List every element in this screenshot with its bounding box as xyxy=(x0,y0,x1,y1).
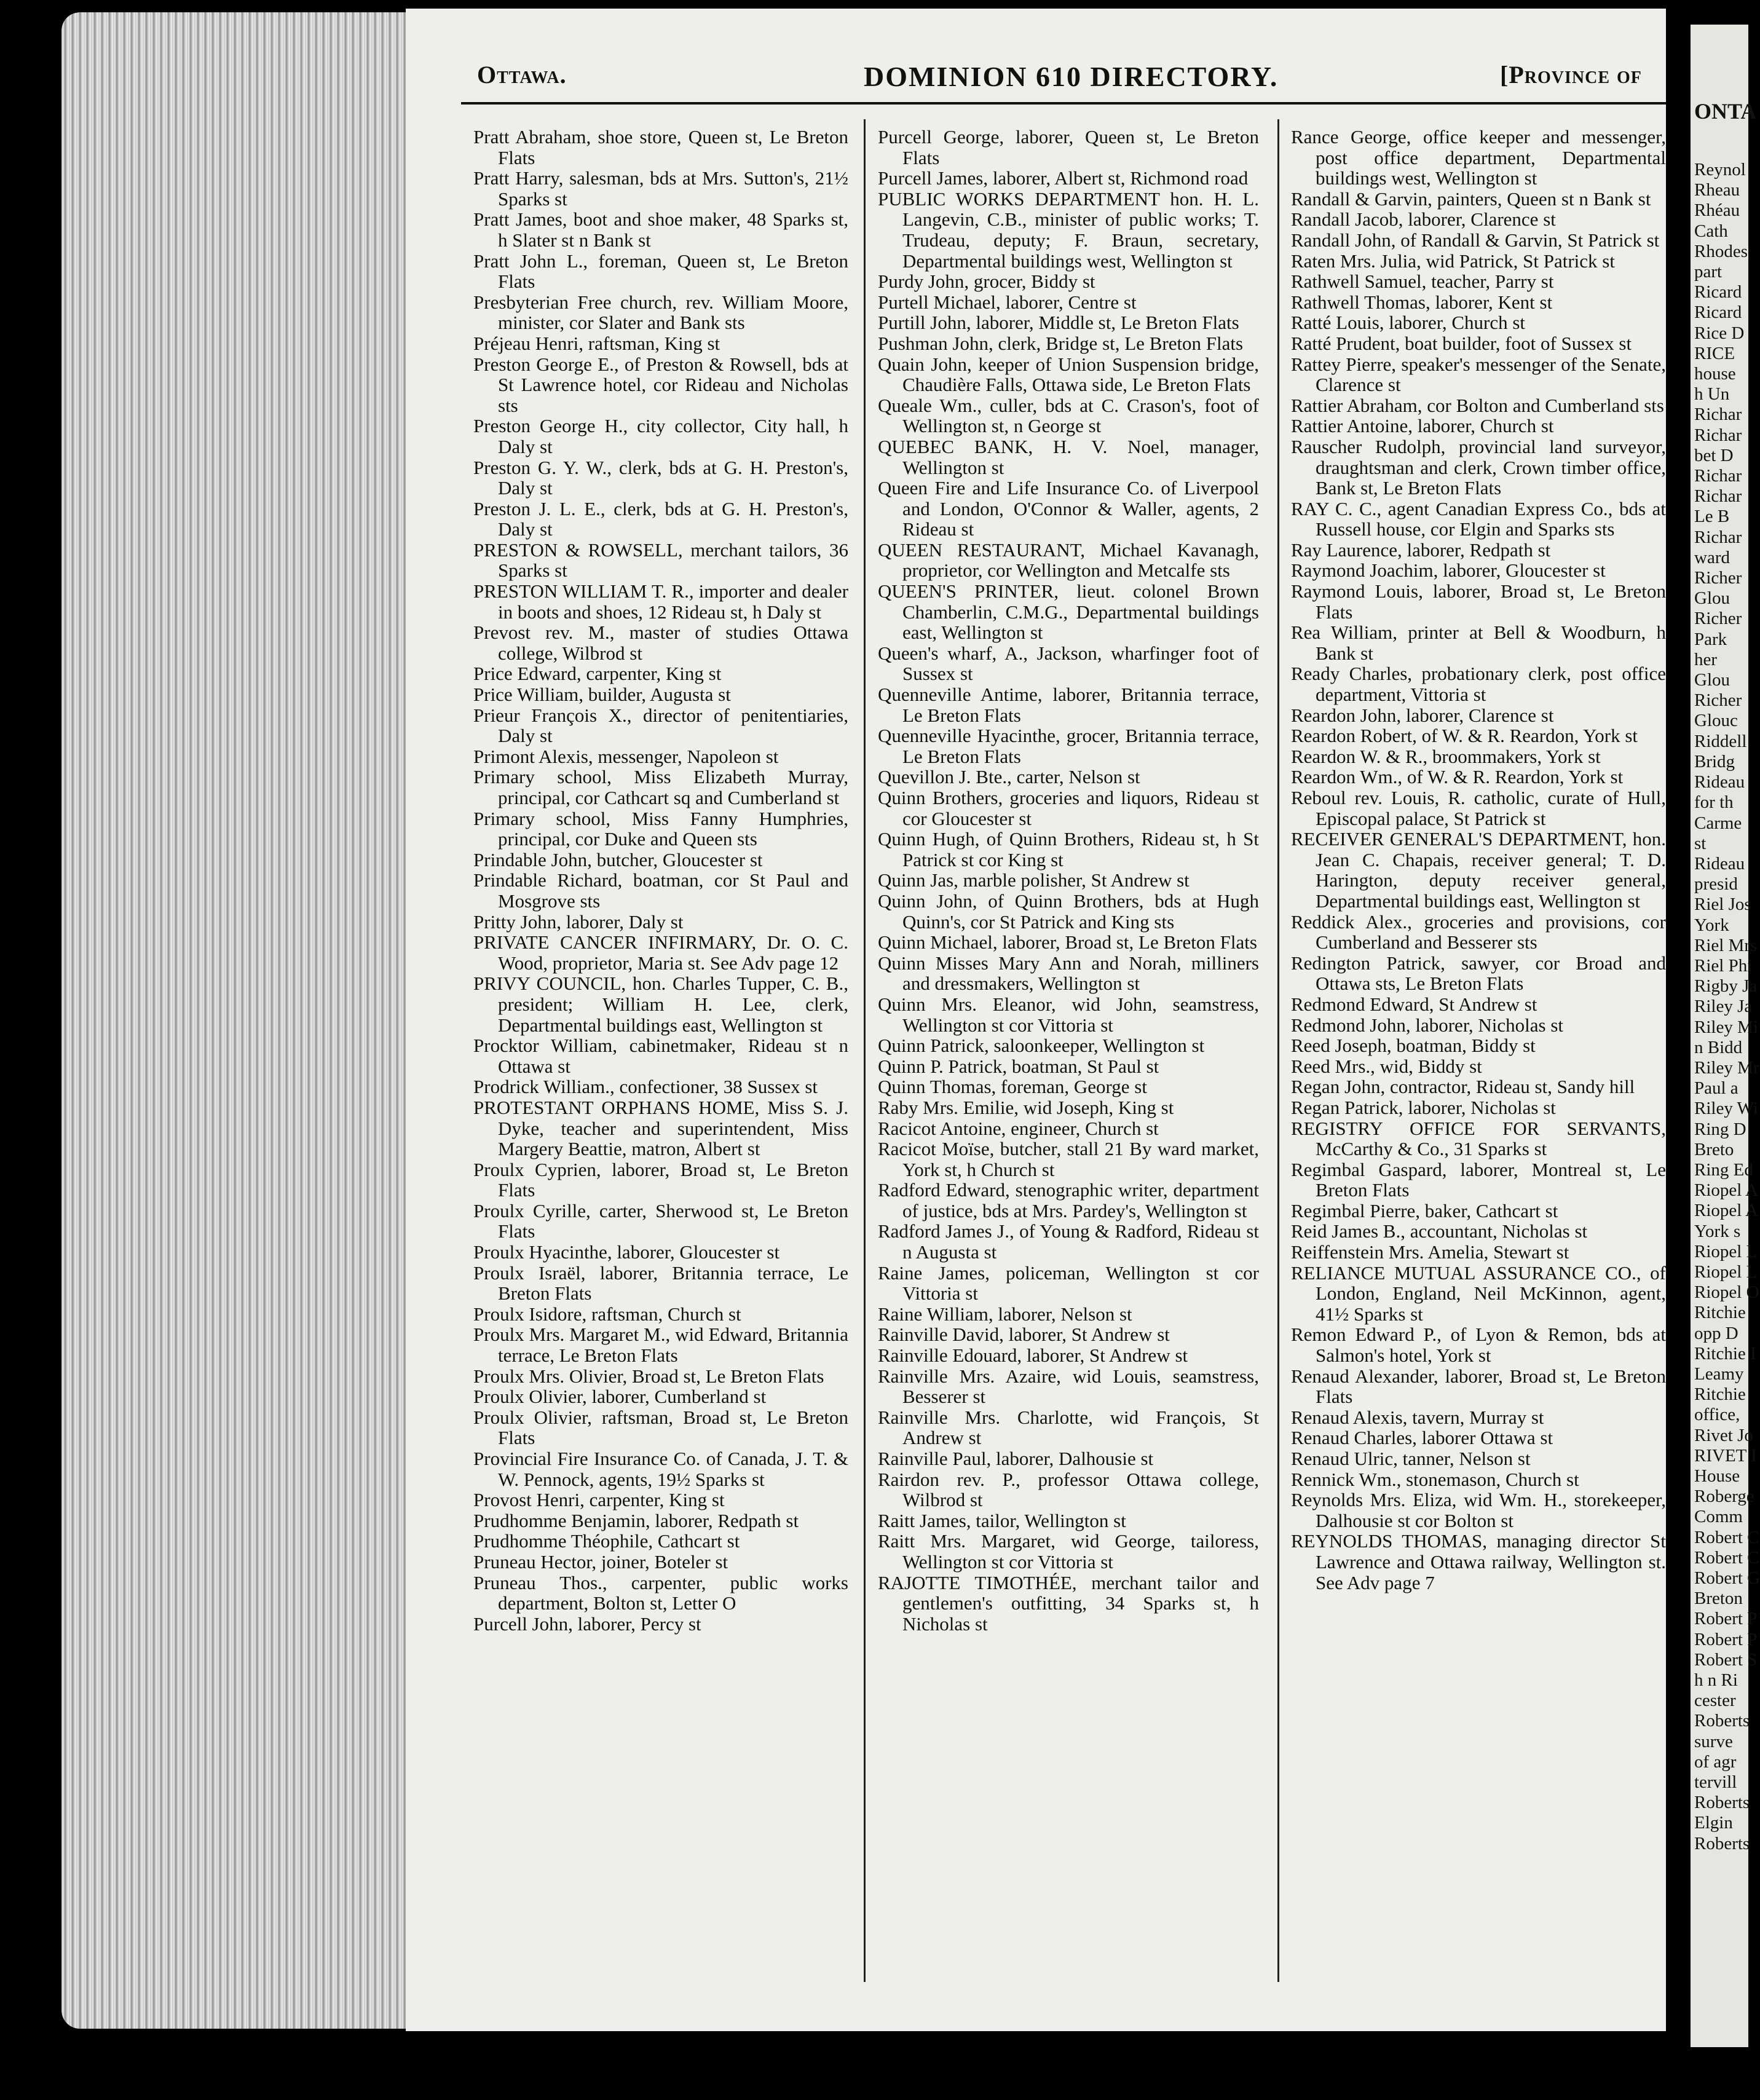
directory-entry: Racicot Moïse, butcher, stall 21 By ward market, York st, h Church st xyxy=(878,1138,1259,1180)
header-province: [Province of xyxy=(1500,61,1642,89)
adjacent-page-fragment: Glou xyxy=(1694,588,1730,609)
adjacent-page-fragment: Rice D xyxy=(1694,323,1745,343)
adjacent-page-fragment: Riley Mr xyxy=(1694,1057,1759,1078)
adjacent-page-fragment: Rideau xyxy=(1694,772,1745,792)
adjacent-page-fragment: Roberts xyxy=(1694,1833,1750,1853)
directory-entry: Preston J. L. E., clerk, bds at G. H. Preston's, Daly st xyxy=(473,497,848,540)
directory-entry: REGISTRY OFFICE FOR SERVANTS, McCarthy & Co., 31 Sparks st xyxy=(1291,1117,1666,1160)
directory-entry: Raitt Mrs. Margaret, wid George, tailoress, Wellington st cor Vittoria st xyxy=(878,1530,1259,1573)
directory-entry: Ready Charles, probationary clerk, post office department, Vittoria st xyxy=(1291,663,1666,706)
adjacent-page-fragment: Riopel A xyxy=(1694,1180,1758,1201)
directory-entry: Reardon Wm., of W. & R. Reardon, York st xyxy=(1291,766,1624,788)
directory-entry: Quinn P. Patrick, boatman, St Paul st xyxy=(878,1055,1159,1077)
directory-entry: Rea William, printer at Bell & Woodburn, h Bank st xyxy=(1291,622,1666,664)
directory-entry: Prevost rev. M., master of studies Ottawa college, Wilbrod st xyxy=(473,622,848,664)
directory-column-2 xyxy=(878,127,1259,1977)
directory-entry: Rainville Mrs. Azaire, wid Louis, seamstress, Besserer st xyxy=(878,1365,1259,1408)
directory-entry: Queale Wm., culler, bds at C. Crason's, foot of Wellington st, n George st xyxy=(878,394,1259,437)
adjacent-page-fragment: Leamy xyxy=(1694,1364,1744,1384)
adjacent-page-fragment: Richar xyxy=(1694,466,1742,486)
directory-entry: Prudhomme Théophile, Cathcart st xyxy=(473,1530,740,1552)
directory-entry: Reboul rev. Louis, R. catholic, curate of Hull, Episcopal palace, St Patrick st xyxy=(1291,787,1666,829)
adjacent-page-fragment: house xyxy=(1694,364,1736,384)
directory-entry: Proulx Olivier, laborer, Cumberland st xyxy=(473,1386,767,1408)
directory-entry: Regimbal Gaspard, laborer, Montreal st, Le Breton Flats xyxy=(1291,1158,1666,1201)
directory-entry: Preston George E., of Preston & Rowsell, bds at St Lawrence hotel, cor Rideau and Nicholas sts xyxy=(473,353,848,416)
directory-entry: Radford Edward, stenographic writer, department of justice, bds at Mrs. Pardey's, Wellington st xyxy=(878,1179,1259,1222)
adjacent-page-fragment: Elgin xyxy=(1694,1813,1733,1833)
adjacent-page-fragment: ward xyxy=(1694,547,1730,567)
directory-entry: Rance George, office keeper and messenger, post office department, Departmental buildings west, Wellington st xyxy=(1291,126,1666,189)
directory-entry: Prindable John, butcher, Gloucester st xyxy=(473,848,763,870)
directory-entry: Pushman John, clerk, Bridge st, Le Breton Flats xyxy=(878,332,1244,354)
directory-entry: Regimbal Pierre, baker, Cathcart st xyxy=(1291,1199,1558,1222)
adjacent-page-fragment: Ring Ed xyxy=(1694,1159,1753,1180)
directory-entry: Rattier Abraham, cor Bolton and Cumberland sts xyxy=(1291,394,1664,416)
directory-entry: Rattey Pierre, speaker's messenger of the Senate, Clarence st xyxy=(1291,353,1666,396)
adjacent-page-fragment: Rhéau xyxy=(1694,200,1740,221)
directory-entry: PUBLIC WORKS DEPARTMENT hon. H. L. Langevin, C.B., minister of public works; T. Trudeau, deputy; F. Braun, secretary, Departmental buildings west, Wellington st xyxy=(878,188,1259,272)
directory-entry: Preston George H., city collector, City hall, h Daly st xyxy=(473,415,848,457)
directory-entry: Rathwell Thomas, laborer, Kent st xyxy=(1291,291,1553,313)
adjacent-page-fragment: Ricard xyxy=(1694,302,1742,323)
column-divider xyxy=(1277,119,1279,1982)
adjacent-page-fragment: presid xyxy=(1694,874,1738,894)
directory-entry: Randall John, of Randall & Garvin, St Patrick st xyxy=(1291,229,1660,251)
adjacent-page-fragment: Carme xyxy=(1694,813,1742,833)
directory-entry: Primary school, Miss Elizabeth Murray, principal, cor Cathcart sq and Cumberland st xyxy=(473,766,848,808)
directory-entry: Rainville David, laborer, St Andrew st xyxy=(878,1324,1170,1346)
adjacent-page-fragment: Richar xyxy=(1694,425,1742,445)
directory-entry: Rainville Mrs. Charlotte, wid François, St Andrew st xyxy=(878,1406,1259,1449)
adjacent-page-fragment: Richer xyxy=(1694,568,1742,588)
adjacent-page-fragment: Richer xyxy=(1694,690,1742,711)
directory-entry: QUEBEC BANK, H. V. Noel, manager, Wellington st xyxy=(878,435,1259,478)
directory-entry: Ratté Louis, laborer, Church st xyxy=(1291,312,1526,334)
adjacent-page-fragment: Ritchie xyxy=(1694,1384,1746,1405)
adjacent-page-fragment: RIVET I xyxy=(1694,1445,1757,1466)
directory-entry: Raten Mrs. Julia, wid Patrick, St Patrick st xyxy=(1291,250,1615,272)
adjacent-page-fragment: Riopel L xyxy=(1694,1261,1758,1282)
adjacent-page-fragment: Riley Ja xyxy=(1694,997,1753,1017)
directory-entry: Redmond John, laborer, Nicholas st xyxy=(1291,1014,1564,1036)
directory-entry: Reid James B., accountant, Nicholas st xyxy=(1291,1220,1588,1242)
directory-entry: REYNOLDS THOMAS, managing director St Lawrence and Ottawa railway, Wellington st. See Adv page 7 xyxy=(1291,1530,1666,1593)
directory-entry: Renaud Alexander, laborer, Broad st, Le Breton Flats xyxy=(1291,1365,1666,1408)
directory-entry: Proulx Hyacinthe, laborer, Gloucester st xyxy=(473,1241,780,1263)
adjacent-page-fragment: RICE xyxy=(1694,343,1735,363)
adjacent-page-fragment: York s xyxy=(1694,1221,1741,1241)
adjacent-page-fragment: Riel Phi xyxy=(1694,955,1753,976)
directory-page xyxy=(406,9,1666,2031)
directory-entry: Rainville Paul, laborer, Dalhousie st xyxy=(878,1448,1154,1469)
adjacent-page-fragment: Glouc xyxy=(1694,711,1738,731)
adjacent-page-fragment: Ritchie I xyxy=(1694,1343,1756,1364)
adjacent-page-fragment: Rivet Jo xyxy=(1694,1425,1753,1445)
directory-entry: Rainville Edouard, laborer, St Andrew st xyxy=(878,1344,1188,1367)
adjacent-page-fragment: Richar xyxy=(1694,405,1742,425)
directory-entry: Rattier Antoine, laborer, Church st xyxy=(1291,415,1554,437)
directory-column-3 xyxy=(1291,127,1666,1977)
directory-entry: Redmond Edward, St Andrew st xyxy=(1291,993,1537,1015)
adjacent-page-fragment: bet D xyxy=(1694,445,1734,465)
directory-entry: Rairdon rev. P., professor Ottawa college, Wilbrod st xyxy=(878,1468,1259,1511)
adjacent-page-fragment: her xyxy=(1694,649,1718,669)
adjacent-page-fragment: Comm xyxy=(1694,1507,1743,1527)
directory-entry: Purdy John, grocer, Biddy st xyxy=(878,270,1095,293)
adjacent-page-fragment: Robert S xyxy=(1694,1649,1758,1670)
adjacent-page-fragment: Rigby Ja xyxy=(1694,976,1758,997)
directory-entry: Quinn Jas, marble polisher, St Andrew st xyxy=(878,869,1190,891)
adjacent-page-fragment: Rideau xyxy=(1694,853,1745,874)
adjacent-page-fragment: Robert P xyxy=(1694,1629,1758,1649)
directory-entry: Prindable Richard, boatman, cor St Paul and Mosgrove sts xyxy=(473,869,848,912)
adjacent-page-fragment: part xyxy=(1694,262,1723,282)
directory-entry: Purtell Michael, laborer, Centre st xyxy=(878,291,1137,313)
adjacent-page-fragment: n Bidd xyxy=(1694,1037,1743,1057)
adjacent-page-fragment: Glou xyxy=(1694,670,1730,690)
directory-entry: Reddick Alex., groceries and provisions, cor Cumberland and Besserer sts xyxy=(1291,910,1666,953)
directory-entry: Raymond Joachim, laborer, Gloucester st xyxy=(1291,559,1606,582)
directory-entry: Pruneau Thos., carpenter, public works department, Bolton st, Letter O xyxy=(473,1571,848,1614)
directory-entry: Purcell James, laborer, Albert st, Richmond road xyxy=(878,167,1249,189)
directory-entry: Pruneau Hector, joiner, Boteler st xyxy=(473,1550,728,1573)
adjacent-page-fragment: Riopel A xyxy=(1694,1201,1758,1221)
directory-entry: Quinn Mrs. Eleanor, wid John, seamstress, Wellington st cor Vittoria st xyxy=(878,993,1259,1036)
directory-column-1 xyxy=(473,127,848,1977)
directory-entry: Regan John, contractor, Rideau st, Sandy hill xyxy=(1291,1076,1635,1098)
directory-entry: RAJOTTE TIMOTHÉE, merchant tailor and gentlemen's outfitting, 34 Sparks st, h Nicholas st xyxy=(878,1571,1259,1635)
directory-entry: Proulx Mrs. Olivier, Broad st, Le Breton Flats xyxy=(473,1365,824,1387)
directory-entry: Quinn Brothers, groceries and liquors, Rideau st cor Gloucester st xyxy=(878,787,1259,829)
directory-entry: Rathwell Samuel, teacher, Parry st xyxy=(1291,270,1554,293)
directory-entry: Ray Laurence, laborer, Redpath st xyxy=(1291,539,1551,561)
adjacent-page-edge xyxy=(1691,25,1760,2047)
adjacent-page-fragment: Ritchie xyxy=(1694,1303,1746,1323)
column-divider xyxy=(864,119,866,1982)
directory-entry: Pratt James, boot and shoe maker, 48 Sparks st, h Slater st n Bank st xyxy=(473,208,848,251)
directory-entry: Regan Patrick, laborer, Nicholas st xyxy=(1291,1096,1556,1118)
adjacent-page-fragment: surve xyxy=(1694,1731,1733,1751)
directory-entry: Pratt John L., foreman, Queen st, Le Breton Flats xyxy=(473,250,848,293)
directory-entry: Reiffenstein Mrs. Amelia, Stewart st xyxy=(1291,1241,1569,1263)
directory-entry: Quain John, keeper of Union Suspension bridge, Chaudière Falls, Ottawa side, Le Breton Flats xyxy=(878,353,1259,396)
directory-entry: Proulx Cyrille, carter, Sherwood st, Le Breton Flats xyxy=(473,1199,848,1242)
directory-entry: Price William, builder, Augusta st xyxy=(473,684,731,706)
directory-entry: Quinn Hugh, of Quinn Brothers, Rideau st, h St Patrick st cor King st xyxy=(878,828,1259,870)
adjacent-page-fragment: Breton xyxy=(1694,1589,1743,1609)
adjacent-page-fragment: Breto xyxy=(1694,1139,1734,1159)
directory-entry: Pratt Abraham, shoe store, Queen st, Le Breton Flats xyxy=(473,126,848,168)
directory-entry: Redington Patrick, sawyer, cor Broad and Ottawa sts, Le Breton Flats xyxy=(1291,952,1666,995)
directory-entry: Proulx Mrs. Margaret M., wid Edward, Britannia terrace, Le Breton Flats xyxy=(473,1324,848,1367)
adjacent-page-fragment: Le B xyxy=(1694,507,1730,527)
directory-entry: RAY C. C., agent Canadian Express Co., bds at Russell house, cor Elgin and Sparks sts xyxy=(1291,497,1666,540)
directory-entry: Procktor William, cabinetmaker, Rideau st n Ottawa st xyxy=(473,1035,848,1077)
adjacent-page-fragment: Robert G xyxy=(1694,1568,1760,1589)
adjacent-page-header: ONTA xyxy=(1694,99,1757,124)
adjacent-page-fragment: Reynol xyxy=(1694,160,1746,180)
adjacent-page-fragment: Robert C xyxy=(1694,1527,1759,1547)
directory-entry: Renaud Alexis, tavern, Murray st xyxy=(1291,1406,1544,1428)
directory-entry: Quinn John, of Quinn Brothers, bds at Hugh Quinn's, cor St Patrick and King sts xyxy=(878,890,1259,933)
adjacent-page-fragment: Cath xyxy=(1694,221,1728,241)
directory-entry: QUEEN'S PRINTER, lieut. colonel Brown Chamberlin, C.M.G., Departmental buildings east, Wellington st xyxy=(878,580,1259,644)
directory-entry: Pratt Harry, salesman, bds at Mrs. Sutton's, 21½ Sparks st xyxy=(473,167,848,210)
adjacent-page-fragment: for th xyxy=(1694,792,1734,813)
directory-entry: PRESTON WILLIAM T. R., importer and dealer in boots and shoes, 12 Rideau st, h Daly st xyxy=(473,580,848,623)
adjacent-page-fragment: Park xyxy=(1694,629,1727,649)
directory-entry: Quenneville Hyacinthe, grocer, Britannia terrace, Le Breton Flats xyxy=(878,725,1259,767)
directory-entry: PRIVY COUNCIL, hon. Charles Tupper, C. B., president; William H. Lee, clerk, Departmental buildings east, Wellington st xyxy=(473,973,848,1036)
directory-entry: QUEEN RESTAURANT, Michael Kavanagh, proprietor, cor Wellington and Metcalfe sts xyxy=(878,539,1259,582)
directory-entry: Renaud Charles, laborer Ottawa st xyxy=(1291,1427,1553,1449)
adjacent-page-fragment: Ricard xyxy=(1694,282,1742,302)
directory-entry: Raby Mrs. Emilie, wid Joseph, King st xyxy=(878,1096,1174,1118)
adjacent-page-fragment: Riopel L xyxy=(1694,1241,1758,1261)
directory-entry: Reardon John, laborer, Clarence st xyxy=(1291,704,1554,726)
adjacent-page-fragment: cester xyxy=(1694,1691,1736,1711)
adjacent-page-fragment: Ring D xyxy=(1694,1119,1746,1139)
adjacent-page-fragment: Roberts xyxy=(1694,1793,1750,1813)
directory-entry: Proulx Isidore, raftsman, Church st xyxy=(473,1303,741,1325)
adjacent-page-fragment: Roberge xyxy=(1694,1486,1754,1507)
directory-entry: Presbyterian Free church, rev. William Moore, minister, cor Slater and Bank sts xyxy=(473,291,848,334)
directory-entry: Primont Alexis, messenger, Napoleon st xyxy=(473,745,779,767)
directory-entry: RECEIVER GENERAL'S DEPARTMENT, hon. Jean C. Chapais, receiver general; T. D. Harington, deputy receiver general, Departmental buildings east, Wellington st xyxy=(1291,828,1666,912)
directory-entry: Prodrick William., confectioner, 38 Sussex st xyxy=(473,1076,818,1098)
adjacent-page-fragment: Riel Mrs xyxy=(1694,935,1758,955)
adjacent-page-fragment: Robert P xyxy=(1694,1609,1758,1629)
directory-entry: Prieur François X., director of penitentiaries, Daly st xyxy=(473,704,848,747)
directory-entry: Quinn Misses Mary Ann and Norah, milliners and dressmakers, Wellington st xyxy=(878,952,1259,995)
adjacent-page-fragment: House xyxy=(1694,1466,1740,1486)
adjacent-page-fragment: h n Ri xyxy=(1694,1670,1738,1691)
directory-entry: Rauscher Rudolph, provincial land surveyor, draughtsman and clerk, Crown timber office, Bank st, Le Breton Flats xyxy=(1291,435,1666,499)
adjacent-page-fragment: Paul a xyxy=(1694,1078,1738,1099)
adjacent-page-fragment: Riopel O xyxy=(1694,1282,1759,1303)
adjacent-page-fragment: York xyxy=(1694,915,1729,935)
directory-entry: Raymond Louis, laborer, Broad st, Le Breton Flats xyxy=(1291,580,1666,623)
directory-entry: Queen's wharf, A., Jackson, wharfinger foot of Sussex st xyxy=(878,642,1259,685)
adjacent-page-fragment: of agr xyxy=(1694,1751,1737,1772)
directory-entry: PROTESTANT ORPHANS HOME, Miss S. J. Dyke, teacher and superintendent, Miss Margery Beattie, matron, Albert st xyxy=(473,1096,848,1160)
adjacent-page-fragment: office, xyxy=(1694,1405,1740,1425)
directory-entry: Reardon W. & R., broommakers, York st xyxy=(1291,745,1601,767)
directory-entry: Reed Mrs., wid, Biddy st xyxy=(1291,1055,1482,1077)
directory-entry: Reardon Robert, of W. & R. Reardon, York st xyxy=(1291,725,1638,747)
directory-entry: Proulx Olivier, raftsman, Broad st, Le Breton Flats xyxy=(473,1406,848,1449)
directory-entry: Randall & Garvin, painters, Queen st n Bank st xyxy=(1291,188,1651,210)
directory-entry: Purtill John, laborer, Middle st, Le Breton Flats xyxy=(878,312,1239,334)
directory-entry: Rennick Wm., stonemason, Church st xyxy=(1291,1468,1579,1490)
directory-entry: PRESTON & ROWSELL, merchant tailors, 36 Sparks st xyxy=(473,539,848,582)
directory-entry: Provost Henri, carpenter, King st xyxy=(473,1489,725,1511)
adjacent-page-fragment: Rhodes xyxy=(1694,241,1748,261)
directory-entry: Raine James, policeman, Wellington st cor Vittoria st xyxy=(878,1261,1259,1305)
adjacent-page-fragment: st xyxy=(1694,833,1707,853)
directory-entry: Purcell George, laborer, Queen st, Le Breton Flats xyxy=(878,126,1259,168)
directory-entry: Racicot Antoine, engineer, Church st xyxy=(878,1117,1159,1139)
directory-entry: Provincial Fire Insurance Co. of Canada, J. T. & W. Pennock, agents, 19½ Sparks st xyxy=(473,1448,848,1490)
directory-entry: Renaud Ulric, tanner, Nelson st xyxy=(1291,1448,1531,1469)
adjacent-page-fragment: Riel Jos xyxy=(1694,894,1751,915)
adjacent-page-fragment: Riddell xyxy=(1694,731,1747,751)
header-rule xyxy=(461,102,1666,105)
directory-entry: Quinn Michael, laborer, Broad st, Le Breton Flats xyxy=(878,931,1257,953)
directory-entry: Reed Joseph, boatman, Biddy st xyxy=(1291,1035,1536,1057)
directory-entry: Préjeau Henri, raftsman, King st xyxy=(473,332,720,354)
directory-entry: Price Edward, carpenter, King st xyxy=(473,663,722,685)
adjacent-page-fragment: Rheau xyxy=(1694,180,1740,200)
directory-entry: Radford James J., of Young & Radford, Rideau st n Augusta st xyxy=(878,1220,1259,1263)
directory-entry: Primary school, Miss Fanny Humphries, principal, cor Duke and Queen sts xyxy=(473,807,848,850)
directory-entry: Purcell John, laborer, Percy st xyxy=(473,1612,701,1635)
directory-entry: Quenneville Antime, laborer, Britannia terrace, Le Breton Flats xyxy=(878,684,1259,726)
directory-entry: Preston G. Y. W., clerk, bds at G. H. Preston's, Daly st xyxy=(473,456,848,499)
directory-entry: Remon Edward P., of Lyon & Remon, bds at Salmon's hotel, York st xyxy=(1291,1324,1666,1367)
adjacent-page-fragment: Riley Mi xyxy=(1694,1017,1758,1037)
header-title: DOMINION 610 DIRECTORY. xyxy=(864,61,1279,92)
directory-entry: Prudhomme Benjamin, laborer, Redpath st xyxy=(473,1509,799,1531)
adjacent-page-fragment: Robert C xyxy=(1694,1547,1759,1568)
book-page-edges xyxy=(61,12,406,2029)
directory-entry: Proulx Israël, laborer, Britannia terrace, Le Breton Flats xyxy=(473,1261,848,1305)
directory-entry: Proulx Cyprien, laborer, Broad st, Le Breton Flats xyxy=(473,1158,848,1201)
adjacent-page-fragment: Riley Wi xyxy=(1694,1099,1758,1119)
adjacent-page-fragment: Roberts xyxy=(1694,1711,1750,1731)
directory-entry: Quinn Thomas, foreman, George st xyxy=(878,1076,1147,1098)
directory-entry: Ratté Prudent, boat builder, foot of Sussex st xyxy=(1291,332,1632,354)
adjacent-page-fragment: tervill xyxy=(1694,1772,1737,1793)
directory-entry: Pritty John, laborer, Daly st xyxy=(473,910,684,933)
adjacent-page-fragment: Bridg xyxy=(1694,751,1735,772)
adjacent-page-fragment: Richar xyxy=(1694,486,1742,507)
directory-entry: RELIANCE MUTUAL ASSURANCE CO., of London, England, Neil McKinnon, agent, 41½ Sparks st xyxy=(1291,1261,1666,1325)
page-header xyxy=(406,33,1666,92)
directory-entry: Raitt James, tailor, Wellington st xyxy=(878,1509,1126,1531)
adjacent-page-fragment: h Un xyxy=(1694,384,1730,405)
adjacent-page-fragment: Richar xyxy=(1694,527,1742,547)
directory-entry: Quinn Patrick, saloonkeeper, Wellington st xyxy=(878,1035,1205,1057)
directory-entry: Raine William, laborer, Nelson st xyxy=(878,1303,1132,1325)
directory-entry: Randall Jacob, laborer, Clarence st xyxy=(1291,208,1556,231)
adjacent-page-fragment: Richer xyxy=(1694,609,1742,629)
directory-entry: Reynolds Mrs. Eliza, wid Wm. H., storekeeper, Dalhousie st cor Bolton st xyxy=(1291,1489,1666,1531)
directory-entry: Queen Fire and Life Insurance Co. of Liverpool and London, O'Connor & Waller, agents, 2 Rideau st xyxy=(878,477,1259,540)
directory-entry: PRIVATE CANCER INFIRMARY, Dr. O. C. Wood, proprietor, Maria st. See Adv page 12 xyxy=(473,931,848,974)
adjacent-page-fragment: opp D xyxy=(1694,1323,1738,1343)
adjacent-page-fragments xyxy=(1694,160,1760,1854)
directory-entry: Quevillon J. Bte., carter, Nelson st xyxy=(878,766,1140,788)
header-city: Ottawa. xyxy=(477,61,567,89)
